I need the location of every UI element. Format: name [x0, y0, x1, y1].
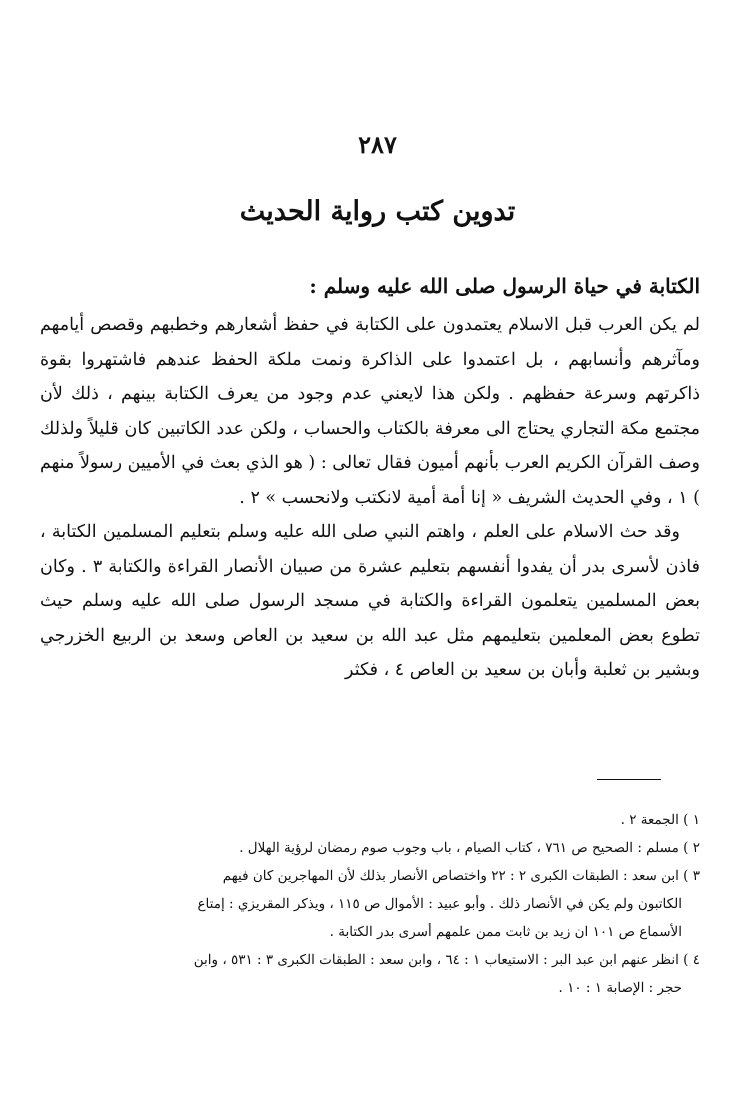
footnote-3-continued: الأسماع ص ١٠١ ان زيد بن ثابت ممن علمهم أسرى بدر الكتابة . — [329, 924, 682, 940]
page-number: ٢٨٧ — [358, 130, 397, 159]
footnote-3-continued: الكاتبون ولم يكن في الأنصار ذلك . وأبو عبيد : الأموال ص ١١٥ ، ويذكر المقريزي : إمتاع — [197, 896, 682, 912]
footnote-4-continued: حجر : الإصابة ١ : ١٠ . — [558, 980, 682, 996]
footnote-3: ٣ ) ابن سعد : الطبقات الكبرى ٢ : ٢٢ واختصاص الأنصار بذلك لأن المهاجرين كان فيهم — [222, 868, 700, 884]
paragraph: وقد حث الاسلام على العلم ، واهتم النبي صلى الله عليه وسلم بتعليم المسلمين الكتابة ، فاذن لأسرى بدر أن يفدوا أنفسهم بتعليم عشرة من صبيان الأنصار القراءة والكتابة ٣ . وكان بعض المسلمين يتعلمون القراءة والكتابة في مسجد الرسول صلى الله عليه وسلم حيث تطوع بعض المعلمين بتعليمهم مثل عبد الله بن سعيد بن العاص وسعد بن الربيع الخزرجي وبشير بن ثعلبة وأبان بن سعيد بن العاص ٤ ، فكثر — [40, 522, 701, 680]
footnote-2: ٢ ) مسلم : الصحيح ص ٧٦١ ، كتاب الصيام ، باب وجوب صوم رمضان لرؤية الهلال . — [239, 840, 700, 856]
body-text — [40, 308, 700, 688]
footnote-1: ١ ) الجمعة ٢ . — [620, 812, 700, 828]
footnotes — [40, 806, 700, 1002]
chapter-title: تدوين كتب رواية الحديث — [239, 196, 516, 227]
section-heading: الكتابة في حياة الرسول صلى الله عليه وسلم : — [309, 274, 700, 298]
footnote-4: ٤ ) انظر عنهم ابن عبد البر : الاستيعاب ١ : ٦٤ ، وابن سعد : الطبقات الكبرى ٣ : ٥٣١ ، وابن — [193, 952, 700, 968]
footnote-separator — [597, 779, 661, 780]
paragraph: لم يكن العرب قبل الاسلام يعتمدون على الكتابة في حفظ أشعارهم وخطبهم وقصص أيامهم ومآثرهم وأنسابهم ، بل اعتمدوا على الذاكرة ونمت ملكة الحفظ عندهم فاشتهروا بقوة ذاكرتهم وسرعة حفظهم . ولكن هذا لايعني عدم وجود من يعرف الكتابة بينهم ، ذلك لأن مجتمع مكة التجاري يحتاج الى معرفة بالكتاب والحساب ، ولكن عدد الكاتبين كان قليلاً ولذلك وصف القرآن الكريم العرب بأنهم أميون فقال تعالى : ( هو الذي بعث في الأميين رسولاً منهم ) ١ ، وفي الحديث الشريف « إنا أمة أمية لانكتب ولانحسب » ٢ . — [40, 315, 700, 508]
